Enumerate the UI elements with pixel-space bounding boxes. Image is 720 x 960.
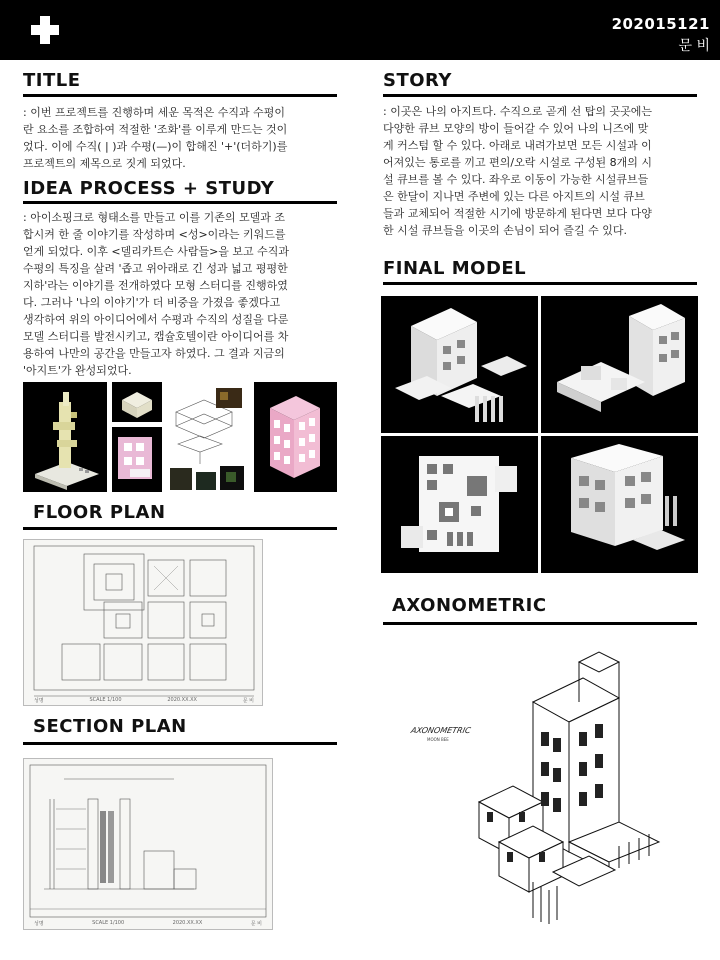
titleblock-cell: 문 비 — [242, 698, 254, 704]
text-line: 합시켜 한 줄 이야기를 작성하며 <성>이라는 키워드를 — [23, 228, 286, 241]
final-model-rule — [383, 282, 697, 285]
final-model-photo-4 — [541, 436, 698, 573]
title-rule — [23, 94, 337, 97]
titleblock-cell: 2020.XX.XX — [172, 920, 203, 926]
text-line: : 아이소핑크로 형태소를 만들고 이를 기존의 모델과 조 — [23, 211, 285, 224]
title-heading: TITLE — [23, 70, 81, 91]
text-line: : 이번 프로젝트를 진행하며 세운 목적은 수직과 수평이 — [23, 106, 285, 119]
text-line: 생각하여 위의 아이디어에서 수평과 수직의 성질을 다룬 — [23, 313, 289, 326]
axonometric-heading: AXONOMETRIC — [392, 595, 547, 616]
text-line: 설 큐브를 볼 수 있다. 좌우로 이동이 가능한 시설큐브들 — [383, 173, 649, 186]
text-line: 프로젝트의 제목으로 짓게 되었다. — [23, 157, 186, 170]
text-line: 용하여 나만의 공간을 만들고자 하였다. 그 결과 지금의 — [23, 347, 285, 360]
text-line: 다양한 큐브 모양의 방이 들어갈 수 있어 나의 니즈에 맞 — [383, 122, 649, 135]
text-line: 었다. 이에 수직( | )과 수평(—)이 합해진 '+'(더하기)를 — [23, 140, 288, 153]
axonometric-drawing-sublabel: MOON BEE — [427, 737, 449, 742]
final-model-heading: FINAL MODEL — [383, 258, 527, 279]
section-plan-rule — [23, 742, 337, 745]
text-line: 들과 교체되어 적절한 시기에 방문하게 된다면 보다 다양 — [383, 207, 652, 220]
section-plan-titleblock — [34, 920, 262, 927]
idea-rule — [23, 201, 337, 204]
section-plan-heading: SECTION PLAN — [33, 716, 187, 737]
axonometric-drawing-label: AXONOMETRIC — [410, 726, 472, 735]
text-line: 어져있는 통로를 끼고 편의/오락 시설로 구성된 8개의 시 — [383, 156, 652, 169]
final-model-photo-1 — [381, 296, 538, 433]
floor-plan-drawing — [23, 539, 263, 706]
study-photo-tower — [23, 382, 107, 492]
titleblock-cell: 성명 — [34, 698, 44, 704]
axonometric-rule — [383, 622, 697, 625]
titleblock-cell: 성명 — [34, 921, 44, 927]
title-body — [23, 104, 343, 172]
study-photo-pink — [112, 427, 162, 492]
text-line: 얻게 되었다. 이후 <델리카트슨 사람들>을 보고 수직과 — [23, 245, 290, 258]
titleblock-cell: 문 비 — [250, 921, 262, 927]
titleblock-cell: SCALE 1/100 — [89, 697, 122, 703]
text-line: : 이곳은 나의 아지트다. 수직으로 곧게 선 탑의 곳곳에는 — [383, 105, 652, 118]
floor-plan-titleblock — [34, 697, 254, 704]
story-body — [383, 103, 703, 239]
floor-plan-rule — [23, 527, 337, 530]
text-line: 한 시설 큐브들을 이곳의 손님이 되어 즐길 수 있다. — [383, 224, 627, 237]
section-plan-drawing — [23, 758, 273, 930]
top-bar — [0, 0, 720, 60]
text-line: 다. 그러나 '나의 이야기'가 더 비중을 가졌음 좋겠다고 — [23, 296, 281, 309]
story-heading: STORY — [383, 70, 452, 91]
study-photo-cube — [112, 382, 162, 422]
idea-heading: IDEA PROCESS + STUDY — [23, 178, 275, 199]
titleblock-cell: SCALE 1/100 — [92, 920, 125, 926]
student-name: 문 비 — [678, 38, 710, 54]
student-id: 202015121 — [611, 15, 710, 33]
floor-plan-heading: FLOOR PLAN — [33, 502, 166, 523]
idea-body — [23, 209, 343, 379]
text-line: 란 요소를 조합하여 적절한 '조화'를 이루게 만드는 것이 — [23, 123, 288, 136]
text-line: 은 한달이 지나면 주변에 있는 다른 아지트의 시설 큐브 — [383, 190, 645, 203]
text-line: 모델 스터디를 발전시키고, 캡슐호텔이란 아이디어를 차 — [23, 330, 289, 343]
final-model-photo-3 — [381, 436, 538, 573]
text-line: 수평의 특징을 살려 '좁고 위아래로 긴 성과 넓고 평평한 — [23, 262, 288, 275]
story-rule — [383, 94, 697, 97]
plus-icon — [31, 16, 59, 44]
titleblock-cell: 2020.XX.XX — [167, 697, 197, 703]
study-photo-pink-tower — [254, 382, 337, 492]
study-sketch-collage — [166, 382, 250, 492]
text-line: 게 커스텀 할 수 있다. 아래로 내려가보면 모든 시설과 이 — [383, 139, 652, 152]
text-line: '아지트'가 완성되었다. — [23, 364, 132, 377]
axonometric-drawing — [383, 632, 697, 928]
final-model-photo-2 — [541, 296, 698, 433]
text-line: 지하'라는 이야기를 전개하였다 모형 스터디를 진행하였 — [23, 279, 288, 292]
